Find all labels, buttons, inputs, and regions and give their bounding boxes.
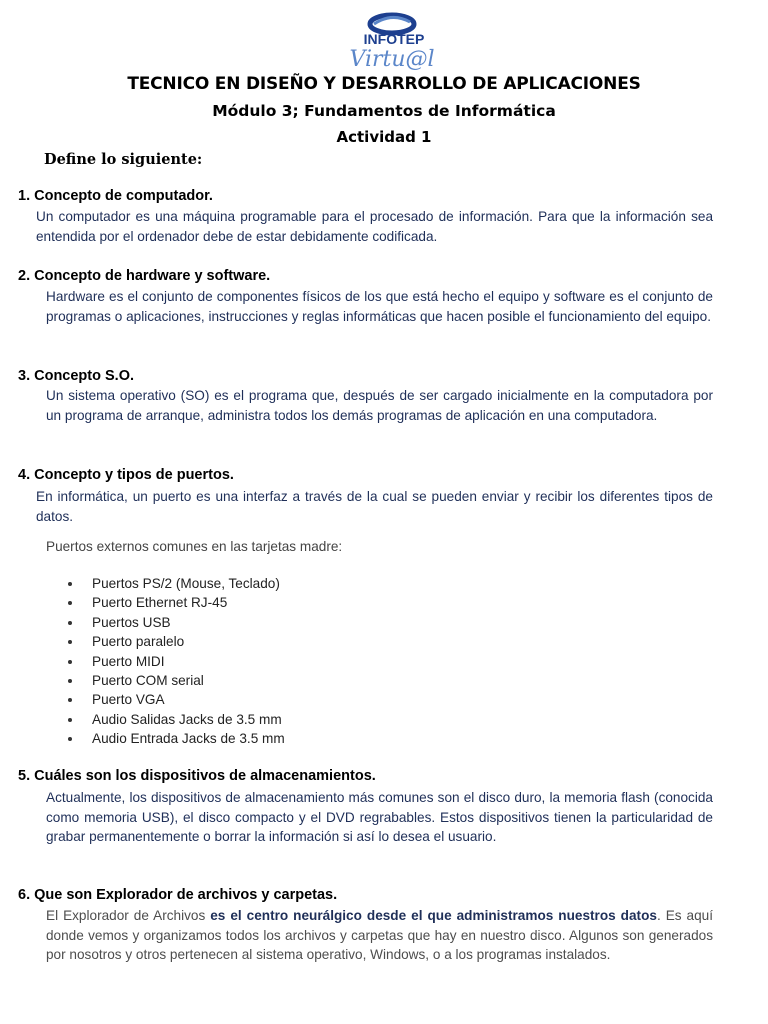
list-item: Puerto Ethernet RJ-45 [62, 593, 285, 612]
activity-title: Actividad 1 [336, 128, 432, 146]
question-6: 6. Que son Explorador de archivos y carpetas. [18, 887, 338, 903]
logo-script: Virtu@l [349, 47, 435, 72]
answer-6-part1: El Explorador de Archivos [46, 908, 211, 923]
answer-6 [46, 906, 713, 965]
answer-5: Actualmente, los dispositivos de almacenamiento más comunes son el disco duro, la memoria flash (conocida como memoria USB), el disco compacto y el DVD regrabables. Estos dispositivos tienen la particularidad de grabar permanentemente o borrar la información si así lo desea el usuario. [46, 790, 713, 845]
prompt-heading: Define lo siguiente: [44, 151, 203, 168]
list-item: Audio Salidas Jacks de 3.5 mm [62, 710, 285, 729]
ports-intro: Puertos externos comunes en las tarjetas madre: [46, 539, 343, 554]
answer-1: Un computador es una máquina programable para el procesado de información. Para que la información sea entendida por el ordenador debe de estar debidamente codificada. [36, 209, 713, 244]
list-item: Puerto MIDI [62, 652, 285, 671]
question-3: 3. Concepto S.O. [18, 368, 135, 384]
list-item: Puerto VGA [62, 690, 285, 709]
answer-6-bold: es el centro neurálgico desde el que administramos nuestros datos [210, 908, 657, 923]
list-item: Audio Entrada Jacks de 3.5 mm [62, 729, 285, 748]
module-title: Módulo 3; Fundamentos de Informática [212, 102, 556, 120]
question-2: 2. Concepto de hardware y software. [18, 268, 271, 284]
logo-text: INFOTEP [363, 31, 425, 47]
answer-6-part2: . Es aquí donde vemos y organizamos todos los archivos y carpetas que hay en nuestro disco. Algunos son generados por nosotros y otros pertenecen al sistema operativo, Windows, o a los programas instalados. [46, 908, 713, 963]
answer-3: Un sistema operativo (SO) es el programa que, después de ser cargado inicialmente en la computadora por un programa de arranque, administra todos los demás programas de aplicación en una computadora. [46, 388, 713, 423]
ports-list [62, 574, 285, 749]
answer-4: En informática, un puerto es una interfaz a través de la cual se pueden enviar y recibir los diferentes tipos de datos. [36, 489, 713, 524]
question-1: 1. Concepto de computador. [18, 188, 213, 204]
answer-2: Hardware es el conjunto de componentes físicos de los que está hecho el equipo y software es el conjunto de programas o aplicaciones, instrucciones y reglas informáticas que hacen posible el funcionamiento del equipo. [46, 289, 713, 324]
infotep-logo [330, 10, 458, 72]
list-item: Puerto paralelo [62, 632, 285, 651]
list-item: Puertos PS/2 (Mouse, Teclado) [62, 574, 285, 593]
document-title: TECNICO EN DISEÑO Y DESARROLLO DE APLICACIONES [127, 74, 641, 94]
list-item: Puerto COM serial [62, 671, 285, 690]
question-5: 5. Cuáles son los dispositivos de almacenamientos. [18, 768, 376, 784]
list-item: Puertos USB [62, 613, 285, 632]
question-4: 4. Concepto y tipos de puertos. [18, 467, 234, 483]
